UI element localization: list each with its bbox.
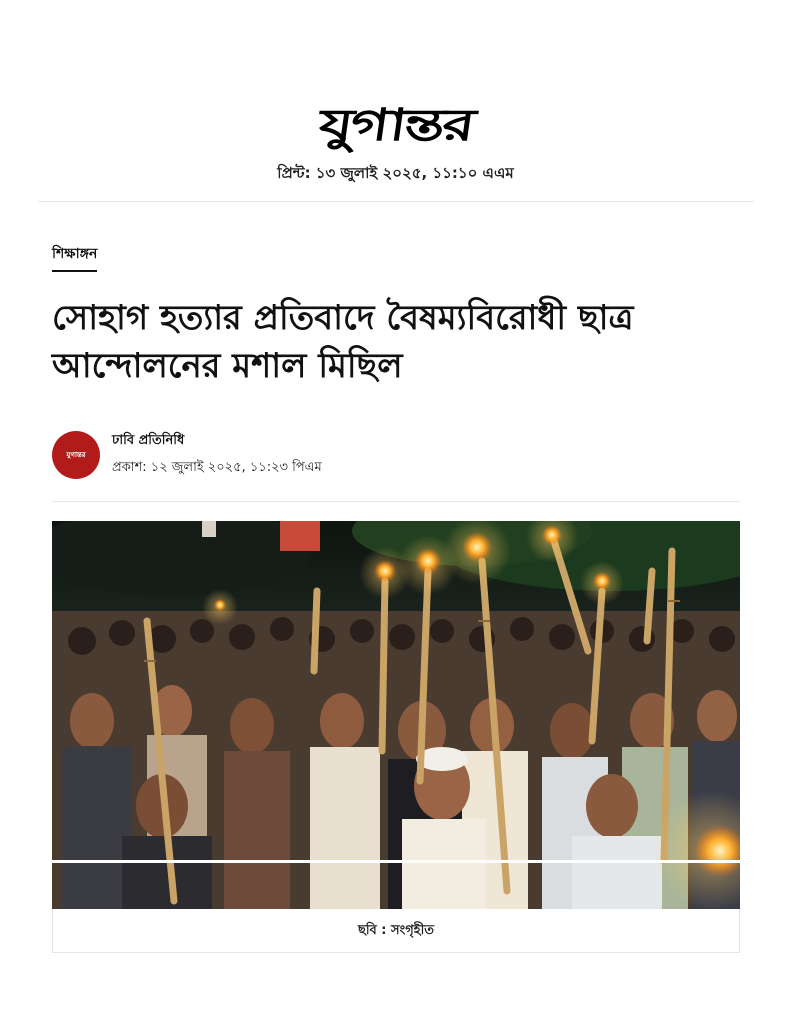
avatar-logo-text: যুগান্তর	[66, 450, 86, 459]
article-figure	[52, 521, 740, 953]
print-date: প্রিন্ট: ১৩ জুলাই ২০২৫, ১১:১০ এএম	[277, 164, 514, 182]
masthead	[0, 100, 791, 187]
header-divider	[38, 201, 754, 202]
torch-rally-photo	[52, 521, 740, 909]
photo-caption: ছবি : সংগৃহীত	[357, 922, 435, 938]
author-avatar	[52, 431, 100, 479]
scan-line-artifact	[36, 860, 754, 863]
site-logo[interactable]: যুগান্তর	[315, 100, 476, 151]
article-headline: সোহাগ হত্যার প্রতিবাদে বৈষম্যবিরোধী ছাত্র আন্দোলনের মশাল মিছিল	[52, 298, 634, 386]
category-label[interactable]: শিক্ষাঙ্গন	[52, 242, 97, 272]
byline	[52, 431, 322, 479]
published-date: প্রকাশ: ১২ জুলাই ২০২৫, ১১:২৩ পিএম	[112, 460, 322, 475]
author-name[interactable]: ঢাবি প্রতিনিধি	[112, 433, 185, 448]
byline-text	[112, 431, 322, 479]
article-photo	[52, 521, 740, 909]
byline-divider	[52, 501, 740, 502]
